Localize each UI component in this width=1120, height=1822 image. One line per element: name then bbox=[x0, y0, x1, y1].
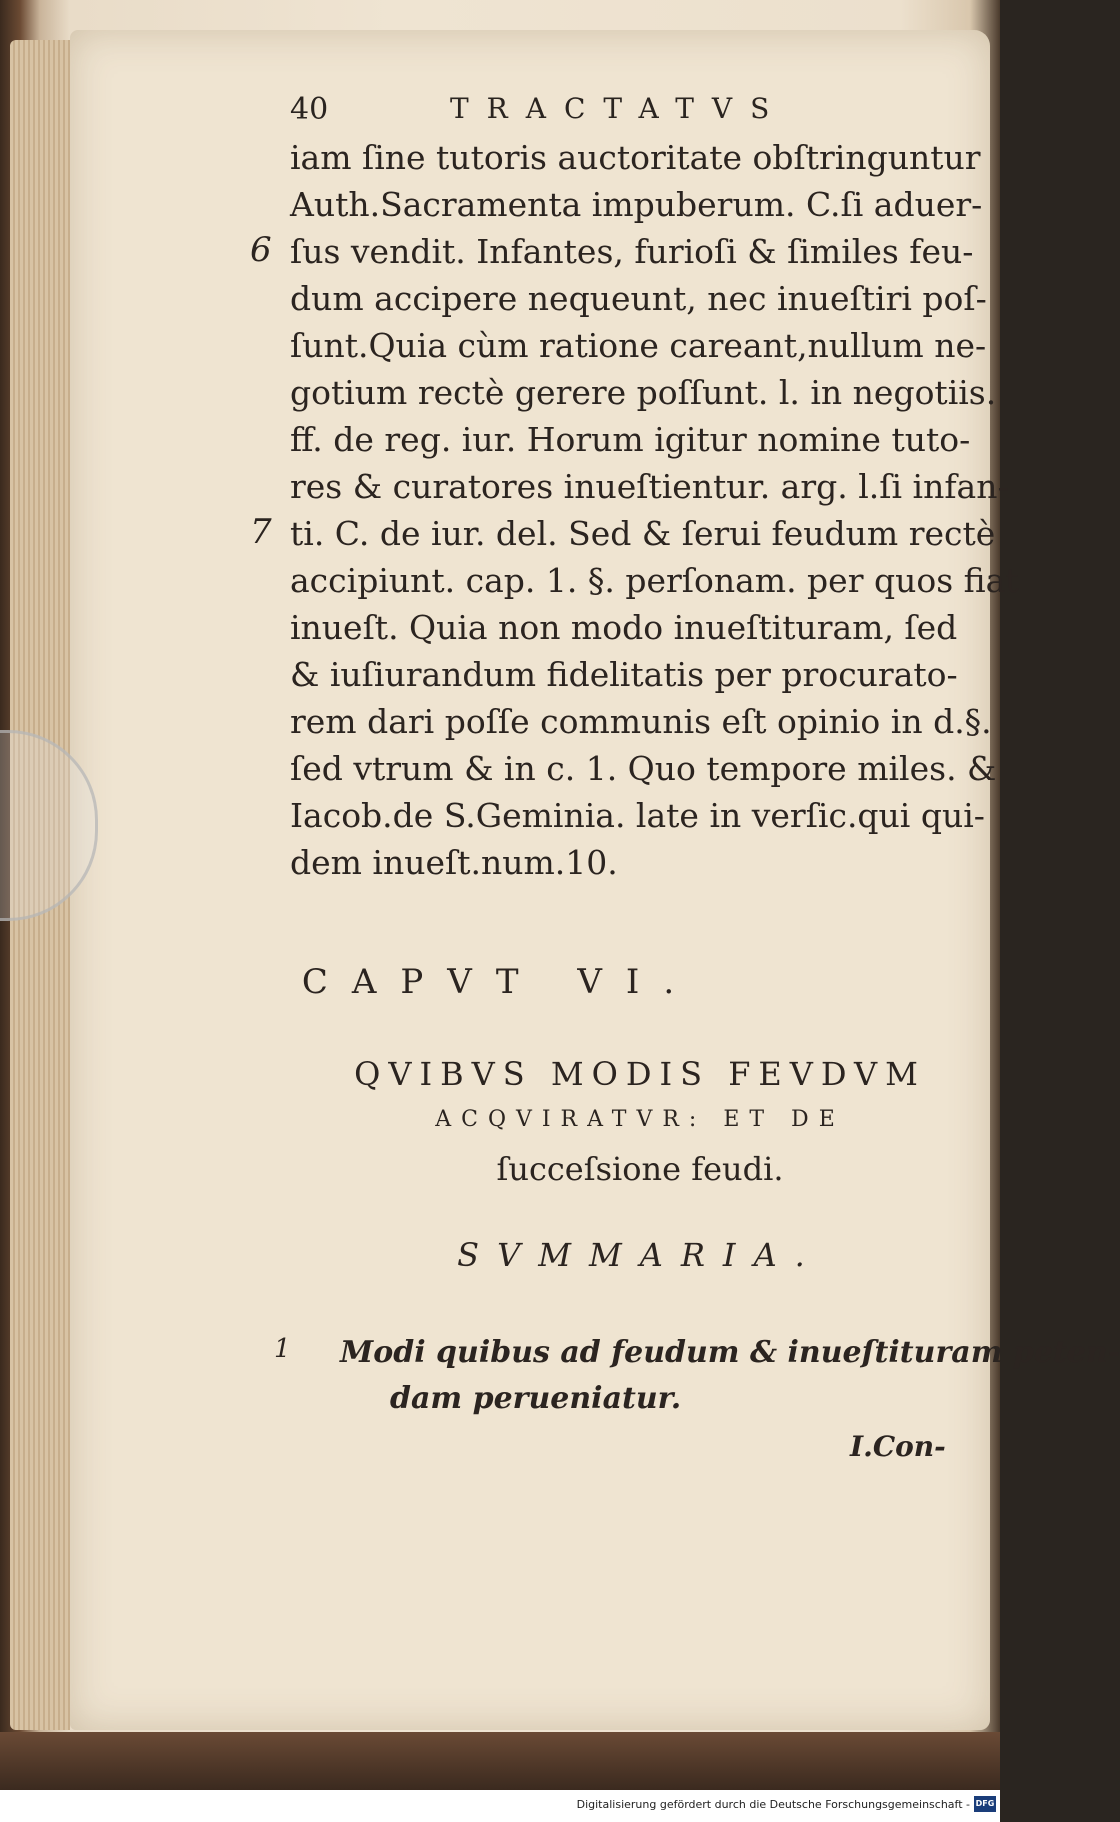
summary-item bbox=[340, 1330, 1120, 1422]
text-line: ſunt.Quia cùm ratione careant,nullum ne- bbox=[290, 326, 987, 365]
text-line: ti. C. de iur. del. Sed & ſerui feudum rectè bbox=[290, 514, 996, 553]
marginal-number: 6 bbox=[250, 230, 272, 270]
text-line: Iacob.de S.Geminia. late in verſic.qui qui- bbox=[290, 796, 985, 835]
text-line: ff. de reg. iur. Horum igitur nomine tuto- bbox=[290, 420, 971, 459]
body-text bbox=[290, 134, 1019, 886]
text-line: & iuſiurandum fidelitatis per procurato- bbox=[290, 655, 958, 694]
page-header bbox=[290, 92, 990, 132]
text-line: iam ſine tutoris auctoritate obſtringuntur bbox=[290, 138, 981, 177]
text-line: dum accipere nequeunt, nec inueſtiri poſ- bbox=[290, 279, 987, 318]
text-line: Auth.Sacramenta impuberum. C.ſi aduer- bbox=[290, 185, 983, 224]
chapter-heading-line: ACQVIRATVR: ET DE bbox=[435, 1107, 845, 1132]
chapter-title: CAPVT VI. bbox=[301, 962, 699, 1002]
marginal-number: 7 bbox=[250, 512, 272, 552]
text-line: ſed vtrum & in c. 1. Quo tempore miles. & bbox=[290, 749, 997, 788]
chapter-heading-line: QVIBVS MODIS FEVDVM bbox=[354, 1055, 926, 1093]
dfg-logo: DFG bbox=[974, 1796, 996, 1812]
text-line: rem dari poſſe communis eſt opinio in d.§. bbox=[290, 702, 992, 741]
book-cover-edge bbox=[0, 1732, 1000, 1790]
chapter-heading-line: ſucceſsione feudi. bbox=[496, 1150, 784, 1188]
funding-credit: Digitalisierung gefördert durch die Deutsche Forschungsgemeinschaft - bbox=[576, 1798, 970, 1811]
digitization-footer bbox=[0, 1790, 1000, 1822]
text-line: dem inueſt.num.10. bbox=[290, 843, 618, 882]
text-line: gotium rectè gerere poſſunt. l. in negotiis. bbox=[290, 373, 997, 412]
catchword: I.Con- bbox=[850, 1430, 946, 1463]
text-line: accipiunt. cap. 1. §. perſonam. per quos fiat bbox=[290, 561, 1019, 600]
summaria-title: SVMMARIA. bbox=[457, 1236, 823, 1274]
running-title: TRACTATVS bbox=[450, 92, 788, 125]
summary-item-line: Modi quibus ad feudum & inueſtituram peten- bbox=[340, 1335, 1120, 1370]
text-line: res & curatores inueſtientur. arg. l.ſi infan- bbox=[290, 467, 1009, 506]
summary-item-number: 1 bbox=[274, 1334, 291, 1364]
page-number: 40 bbox=[290, 92, 329, 127]
text-line: inueſt. Quia non modo inueſtituram, ſed bbox=[290, 608, 958, 647]
text-line: ſus vendit. Infantes, furioſi & ſimiles feu- bbox=[290, 232, 974, 271]
summary-item-line: dam perueniatur. bbox=[390, 1381, 682, 1416]
